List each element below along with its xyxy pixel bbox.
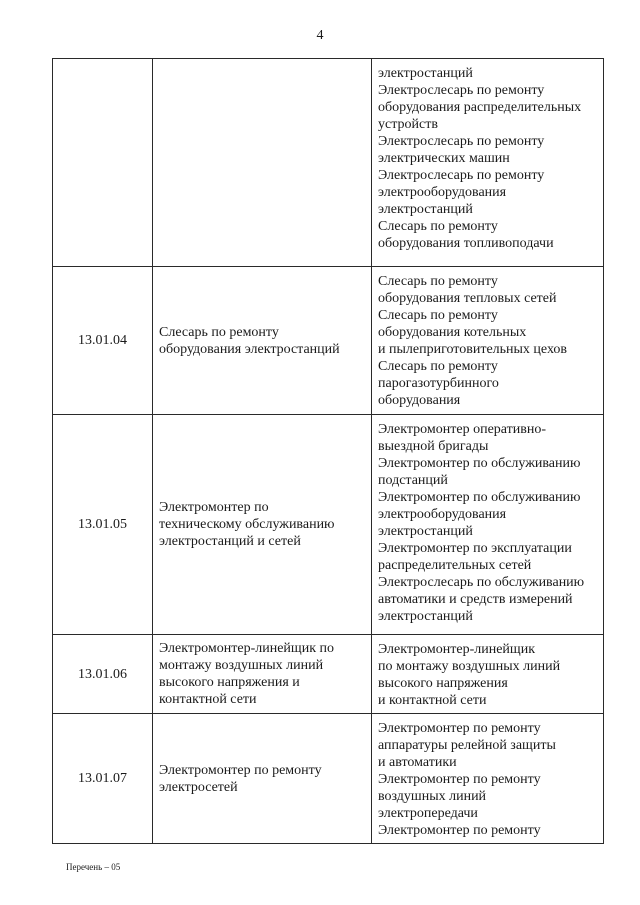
specialty-name-line: контактной сети bbox=[159, 692, 257, 707]
professions-table bbox=[52, 58, 604, 844]
occupation-line: Электрослесарь по ремонту bbox=[378, 134, 545, 149]
specialty-name-line: электростанций и сетей bbox=[159, 534, 301, 549]
specialty-code-cell: 13.01.05 bbox=[53, 415, 153, 635]
occupations-cell bbox=[372, 714, 604, 844]
occupation-line: электрических машин bbox=[378, 151, 510, 166]
occupation-line: Электромонтер по ремонту bbox=[378, 772, 541, 787]
specialty-name-cell bbox=[153, 714, 372, 844]
occupation-line: электростанций bbox=[378, 609, 473, 624]
occupations-list bbox=[378, 59, 599, 252]
table-row bbox=[53, 635, 604, 714]
occupation-line: электростанций bbox=[378, 66, 473, 81]
occupation-line: аппаратуры релейной защиты bbox=[378, 738, 556, 753]
occupation-line: оборудования тепловых сетей bbox=[378, 291, 557, 306]
page-number: 4 bbox=[316, 28, 324, 43]
table-row bbox=[53, 714, 604, 844]
occupations-list bbox=[378, 415, 599, 625]
occupation-line: и автоматики bbox=[378, 755, 457, 770]
occupation-line: выездной бригады bbox=[378, 439, 489, 454]
occupation-line: Электромонтер-линейщик bbox=[378, 642, 535, 657]
occupation-line: устройств bbox=[378, 117, 438, 132]
specialty-name-line: Электромонтер-линейщик по bbox=[159, 641, 334, 656]
occupation-line: электростанций bbox=[378, 202, 473, 217]
occupations-list bbox=[378, 267, 599, 409]
occupation-line: Электромонтер по ремонту bbox=[378, 721, 541, 736]
occupations-list bbox=[378, 635, 599, 709]
occupation-line: и контактной сети bbox=[378, 693, 487, 708]
occupation-line: электрооборудования bbox=[378, 185, 507, 200]
occupation-line: оборудования распределительных bbox=[378, 100, 582, 115]
occupation-line: распределительных сетей bbox=[378, 558, 532, 573]
table-body bbox=[53, 59, 604, 844]
specialty-name-line: высокого напряжения и bbox=[159, 675, 300, 690]
specialty-name-line: оборудования электростанций bbox=[159, 341, 340, 357]
occupation-line: Электромонтер оперативно- bbox=[378, 422, 547, 437]
occupation-line: Электрослесарь по ремонту bbox=[378, 83, 545, 98]
occupation-line: парогазотурбинного bbox=[378, 376, 499, 391]
specialty-name-line: электросетей bbox=[159, 779, 238, 795]
specialty-name-cell bbox=[153, 635, 372, 714]
table-row bbox=[53, 59, 604, 267]
occupation-line: Слесарь по ремонту bbox=[378, 274, 498, 289]
occupation-line: оборудования котельных bbox=[378, 325, 527, 340]
occupation-line: электропередачи bbox=[378, 806, 478, 821]
occupation-line: Электрослесарь по ремонту bbox=[378, 168, 545, 183]
specialty-name-cell bbox=[153, 415, 372, 635]
occupation-line: электростанций bbox=[378, 524, 473, 539]
table-row bbox=[53, 415, 604, 635]
specialty-name-line: Электромонтер по ремонту bbox=[159, 762, 322, 778]
occupation-line: Электромонтер по обслуживанию bbox=[378, 490, 581, 505]
occupation-line: высокого напряжения bbox=[378, 676, 508, 691]
occupations-cell bbox=[372, 267, 604, 415]
occupation-line: Слесарь по ремонту bbox=[378, 308, 498, 323]
occupation-line: Электромонтер по обслуживанию bbox=[378, 456, 581, 471]
document-footer: Перечень – 05 bbox=[66, 862, 121, 872]
specialty-name-line: техническому обслуживанию bbox=[159, 517, 335, 532]
occupation-line: Электромонтер по ремонту bbox=[378, 823, 541, 838]
occupation-line: оборудования bbox=[378, 393, 461, 408]
occupation-line: Электромонтер по эксплуатации bbox=[378, 541, 572, 556]
table-row bbox=[53, 267, 604, 415]
occupation-line: Слесарь по ремонту bbox=[378, 359, 498, 374]
occupation-line: автоматики и средств измерений bbox=[378, 592, 573, 607]
specialty-name-cell bbox=[153, 59, 372, 267]
occupations-list bbox=[378, 714, 599, 839]
occupation-line: оборудования топливоподачи bbox=[378, 236, 554, 251]
occupations-cell bbox=[372, 59, 604, 267]
specialty-code-cell: 13.01.07 bbox=[53, 714, 153, 844]
specialty-name-line: монтажу воздушных линий bbox=[159, 658, 324, 673]
occupations-cell bbox=[372, 635, 604, 714]
specialty-code-cell bbox=[53, 59, 153, 267]
occupation-line: Слесарь по ремонту bbox=[378, 219, 498, 234]
occupation-line: электрооборудования bbox=[378, 507, 507, 522]
specialty-code-cell: 13.01.06 bbox=[53, 635, 153, 714]
occupation-line: и пылеприготовительных цехов bbox=[378, 342, 568, 357]
specialty-code-cell: 13.01.04 bbox=[53, 267, 153, 415]
occupations-cell bbox=[372, 415, 604, 635]
occupation-line: воздушных линий bbox=[378, 789, 487, 804]
occupation-line: Электрослесарь по обслуживанию bbox=[378, 575, 585, 590]
occupation-line: по монтажу воздушных линий bbox=[378, 659, 561, 674]
specialty-name-line: Электромонтер по bbox=[159, 500, 269, 515]
occupation-line: подстанций bbox=[378, 473, 448, 488]
specialty-name-line: Слесарь по ремонту bbox=[159, 324, 279, 340]
specialty-name-cell bbox=[153, 267, 372, 415]
